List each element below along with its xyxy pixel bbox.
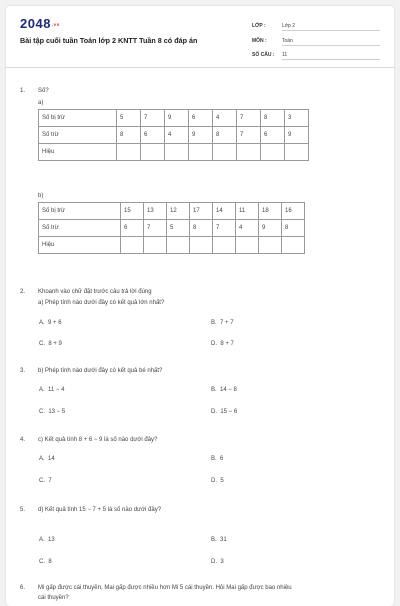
table-cell: 8 <box>282 220 305 237</box>
table-cell: 5 <box>167 220 190 237</box>
option-d[interactable]: D. 15 − 6 <box>211 409 238 415</box>
logo-suffix: .vn <box>51 21 60 27</box>
option-a[interactable]: A. 13 <box>39 537 55 543</box>
option-b[interactable]: B. 31 <box>211 537 227 543</box>
option-d[interactable]: D. 3 <box>211 559 224 565</box>
sub-question-text: a) Phép tính nào dưới đây có kết quả lớn nhất? <box>38 300 165 306</box>
question-number: 6. <box>20 585 26 591</box>
table-cell: 4 <box>236 220 259 237</box>
answer-cell[interactable] <box>259 237 282 254</box>
table-cell: 18 <box>259 203 282 220</box>
row-label: Số trừ <box>39 127 117 144</box>
table-cell: 7 <box>144 220 167 237</box>
answer-cell[interactable] <box>236 237 259 254</box>
table-b <box>38 202 305 254</box>
table-cell: 9 <box>165 110 189 127</box>
table-cell: 12 <box>167 203 190 220</box>
answer-cell[interactable] <box>237 144 261 161</box>
answer-cell[interactable] <box>282 237 305 254</box>
table-cell: 6 <box>189 110 213 127</box>
option-c[interactable]: C. 8 + 9 <box>39 341 62 347</box>
question-text: d) Kết quả tính 15 − 7 + 5 là số nào dưới đây? <box>38 507 162 513</box>
table-a <box>38 109 309 161</box>
question-text: b) Phép tính nào dưới đây có kết quả bé nhất? <box>38 368 163 374</box>
meta-label: SỐ CÂU : <box>252 52 275 58</box>
table-cell: 5 <box>117 110 141 127</box>
part-label: b) <box>38 193 44 199</box>
answer-cell[interactable] <box>213 237 236 254</box>
table-cell: 13 <box>144 203 167 220</box>
table-cell: 7 <box>141 110 165 127</box>
meta-label: LỚP : <box>252 23 266 29</box>
question-number: 1. <box>20 88 26 94</box>
table-cell: 6 <box>141 127 165 144</box>
meta-question-count <box>252 52 380 62</box>
table-cell: 6 <box>261 127 285 144</box>
question-text: Số? <box>38 88 49 94</box>
table-cell: 9 <box>189 127 213 144</box>
table-row <box>39 220 305 237</box>
worksheet-page <box>6 6 394 606</box>
meta-value: 11 <box>282 52 380 60</box>
answer-cell[interactable] <box>117 144 141 161</box>
option-a[interactable]: A. 9 + 6 <box>39 320 62 326</box>
table-cell: 9 <box>259 220 282 237</box>
answer-cell[interactable] <box>121 237 144 254</box>
row-label: Số bị trừ <box>39 203 121 220</box>
option-c[interactable]: C. 7 <box>39 478 52 484</box>
answer-cell[interactable] <box>167 237 190 254</box>
table-cell: 4 <box>213 110 237 127</box>
question-number: 5. <box>20 507 26 513</box>
table-cell: 8 <box>190 220 213 237</box>
option-d[interactable]: D. 8 + 7 <box>211 341 234 347</box>
answer-cell[interactable] <box>285 144 309 161</box>
option-d[interactable]: D. 5 <box>211 478 224 484</box>
site-logo[interactable] <box>20 17 60 32</box>
table-row <box>39 110 309 127</box>
page-title: Bài tập cuối tuần Toán lớp 2 KNTT Tuần 8 có đáp án <box>20 36 198 45</box>
answer-cell[interactable] <box>190 237 213 254</box>
table-cell: 3 <box>285 110 309 127</box>
question-text: Khoanh vào chữ đặt trước câu trả lời đúng <box>38 289 152 295</box>
logo-text: 2048 <box>20 16 51 31</box>
table-cell: 11 <box>236 203 259 220</box>
answer-cell[interactable] <box>165 144 189 161</box>
answer-cell[interactable] <box>189 144 213 161</box>
option-c[interactable]: C. 13 − 5 <box>39 409 66 415</box>
row-label: Số trừ <box>39 220 121 237</box>
option-a[interactable]: A. 14 <box>39 456 55 462</box>
answer-cell[interactable] <box>213 144 237 161</box>
table-row <box>39 127 309 144</box>
answer-cell[interactable] <box>141 144 165 161</box>
question-number: 4. <box>20 437 26 443</box>
meta-label: MÔN : <box>252 38 267 44</box>
question-text-continued: cái thuyền? <box>38 595 69 601</box>
table-cell: 4 <box>165 127 189 144</box>
row-label: Hiệu <box>39 144 117 161</box>
table-cell: 8 <box>261 110 285 127</box>
option-a[interactable]: A. 11 − 4 <box>39 387 65 393</box>
table-cell: 8 <box>117 127 141 144</box>
option-b[interactable]: B. 6 <box>211 456 224 462</box>
table-cell: 15 <box>121 203 144 220</box>
meta-value: Lớp 2 <box>282 23 380 31</box>
option-b[interactable]: B. 14 − 8 <box>211 387 237 393</box>
table-cell: 7 <box>237 110 261 127</box>
table-row <box>39 144 309 161</box>
meta-subject <box>252 38 380 48</box>
meta-class <box>252 23 380 33</box>
table-cell: 8 <box>213 127 237 144</box>
table-row <box>39 203 305 220</box>
table-cell: 9 <box>285 127 309 144</box>
question-number: 3. <box>20 368 26 374</box>
answer-cell[interactable] <box>144 237 167 254</box>
question-number: 2. <box>20 289 26 295</box>
table-cell: 14 <box>213 203 236 220</box>
row-label: Hiệu <box>39 237 121 254</box>
table-cell: 17 <box>190 203 213 220</box>
meta-value: Toán <box>282 38 380 46</box>
answer-cell[interactable] <box>261 144 285 161</box>
table-cell: 6 <box>121 220 144 237</box>
option-c[interactable]: C. 8 <box>39 559 52 565</box>
question-text: Mi gấp được cái thuyền, Mai gấp được nhiều hơn Mi 5 cái thuyền. Hỏi Mai gấp được bao nhiêu <box>38 585 292 591</box>
question-text: c) Kết quả tính 8 + 6 − 9 là số nào dưới đây? <box>38 437 158 443</box>
option-b[interactable]: B. 7 + 7 <box>211 320 234 326</box>
table-cell: 7 <box>237 127 261 144</box>
table-row <box>39 237 305 254</box>
part-label: a) <box>38 100 44 106</box>
page-header <box>6 6 394 68</box>
table-cell: 16 <box>282 203 305 220</box>
table-cell: 7 <box>213 220 236 237</box>
row-label: Số bị trừ <box>39 110 117 127</box>
